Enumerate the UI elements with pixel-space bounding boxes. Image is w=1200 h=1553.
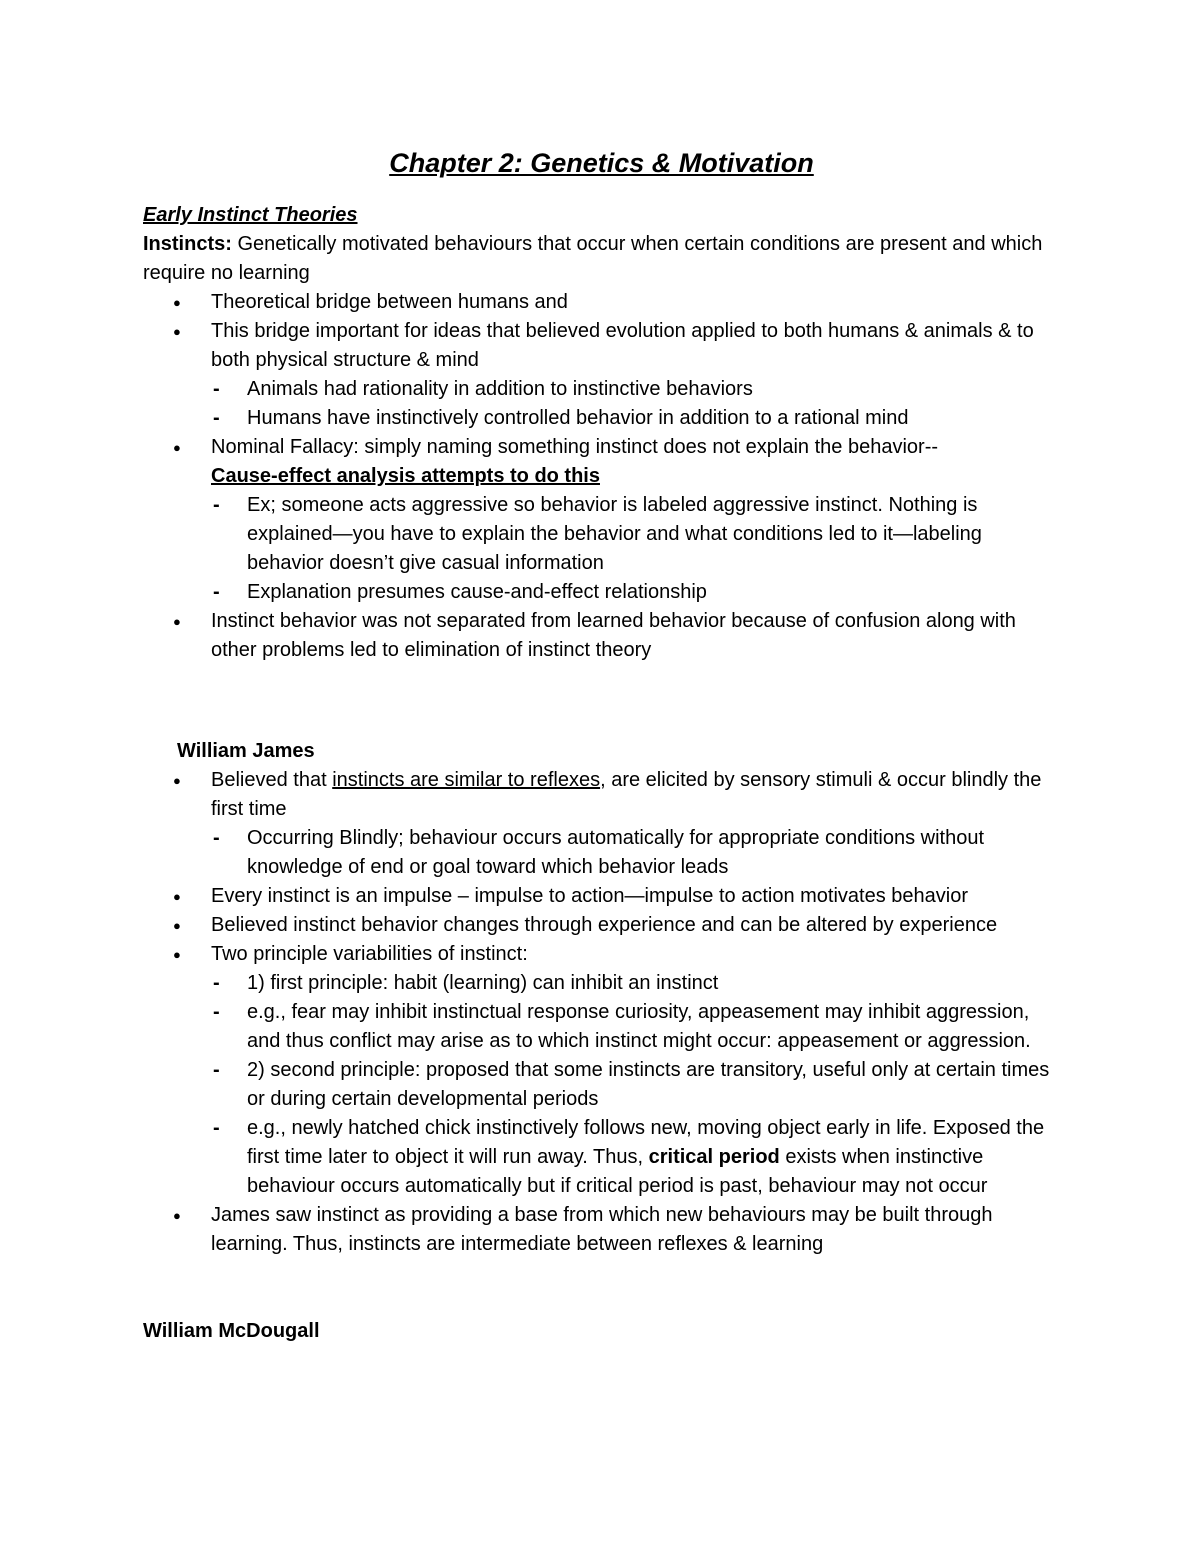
bullet-list-early-instinct [143,288,1060,665]
bullet-list-william-james [143,766,1060,1259]
sub-list-item: - Explanation presumes cause-and-effect relationship [247,578,1060,607]
list-item [211,1201,1060,1259]
bullet-text: Believed that [211,769,333,791]
list-item [211,940,1060,1201]
definition-text: Genetically motivated behaviours that occur when certain conditions are present and which require no learning [143,233,1043,284]
list-item [211,433,1060,607]
list-item [211,317,1060,433]
section-heading-william-mcdougall: William McDougall [143,1320,320,1342]
bullet-text: Theoretical bridge between humans and [211,291,568,313]
list-item [211,288,1060,317]
spacer [143,1259,1060,1317]
bullet-text: Instinct behavior was not separated from learned behavior because of confusion along with other problems led to elimination of instinct theory [211,610,1016,661]
sub-list [211,375,1060,433]
list-item [211,882,1060,911]
bullet-text: Nominal Fallacy: simply naming something instinct does not explain the behavior-- [211,436,939,458]
sub-list-item: - e.g., fear may inhibit instinctual response curiosity, appeasement may inhibit aggression, and thus conflict may arise as to which instinct might occur: appeasement or aggression. [247,998,1060,1056]
sub-list-text: e.g., newly hatched chick instinctively follows new, moving object early in life. Exposed the first time later to object it will run away. Thus, [247,1117,1045,1168]
emphasis-text: Cause-effect analysis attempts to do this [211,465,600,487]
sub-list [211,969,1060,1201]
definition-term: Instincts: [143,233,232,255]
sub-list-item: - 1) first principle: habit (learning) can inhibit an instinct [247,969,1060,998]
sub-list [211,491,1060,607]
list-item [211,911,1060,940]
sub-list-item [247,1114,1060,1201]
bullet-text: This bridge important for ideas that believed evolution applied to both humans & animals & to both physical structure & mind [211,320,1034,371]
bullet-text: Believed instinct behavior changes through experience and can be altered by experience [211,914,998,936]
bullet-text: Two principle variabilities of instinct: [211,943,528,965]
sub-list-item: - Animals had rationality in addition to instinctive behaviors [247,375,1060,404]
sub-list-item: - Ex; someone acts aggressive so behavior is labeled aggressive instinct. Nothing is explained—you have to explain the behavior and what conditions led to it—labeling behavior doesn’t give casual information [247,491,1060,578]
page-title: Chapter 2: Genetics & Motivation [389,148,814,178]
section-heading-william-james: William James [177,740,315,762]
sub-list [211,824,1060,882]
list-item [211,766,1060,882]
sub-list-item: - Humans have instinctively controlled behavior in addition to a rational mind [247,404,1060,433]
bullet-text: , are elicited by sensory stimuli & occur blindly the first time [211,769,1042,820]
bullet-text: Every instinct is an impulse – impulse to action—impulse to action motivates behavior [211,885,969,907]
list-item [211,607,1060,665]
bullet-text: James saw instinct as providing a base from which new behaviours may be built through learning. Thus, instincts are intermediate between reflexes & learning [211,1204,993,1255]
instincts-definition [143,230,1060,288]
sub-list-item: - 2) second principle: proposed that some instincts are transitory, useful only at certain times or during certain developmental periods [247,1056,1060,1114]
section-heading-early-instinct: Early Instinct Theories [143,204,358,226]
bold-term: critical period [648,1146,780,1168]
spacer [143,665,1060,723]
underlined-text: instincts are similar to reflexes [332,769,601,791]
sub-list-text: exists when instinctive behaviour occurs automatically but if critical period is past, behaviour may not occur [247,1146,988,1197]
sub-list-item: - Occurring Blindly; behaviour occurs automatically for appropriate conditions without knowledge of end or goal toward which behavior leads [247,824,1060,882]
